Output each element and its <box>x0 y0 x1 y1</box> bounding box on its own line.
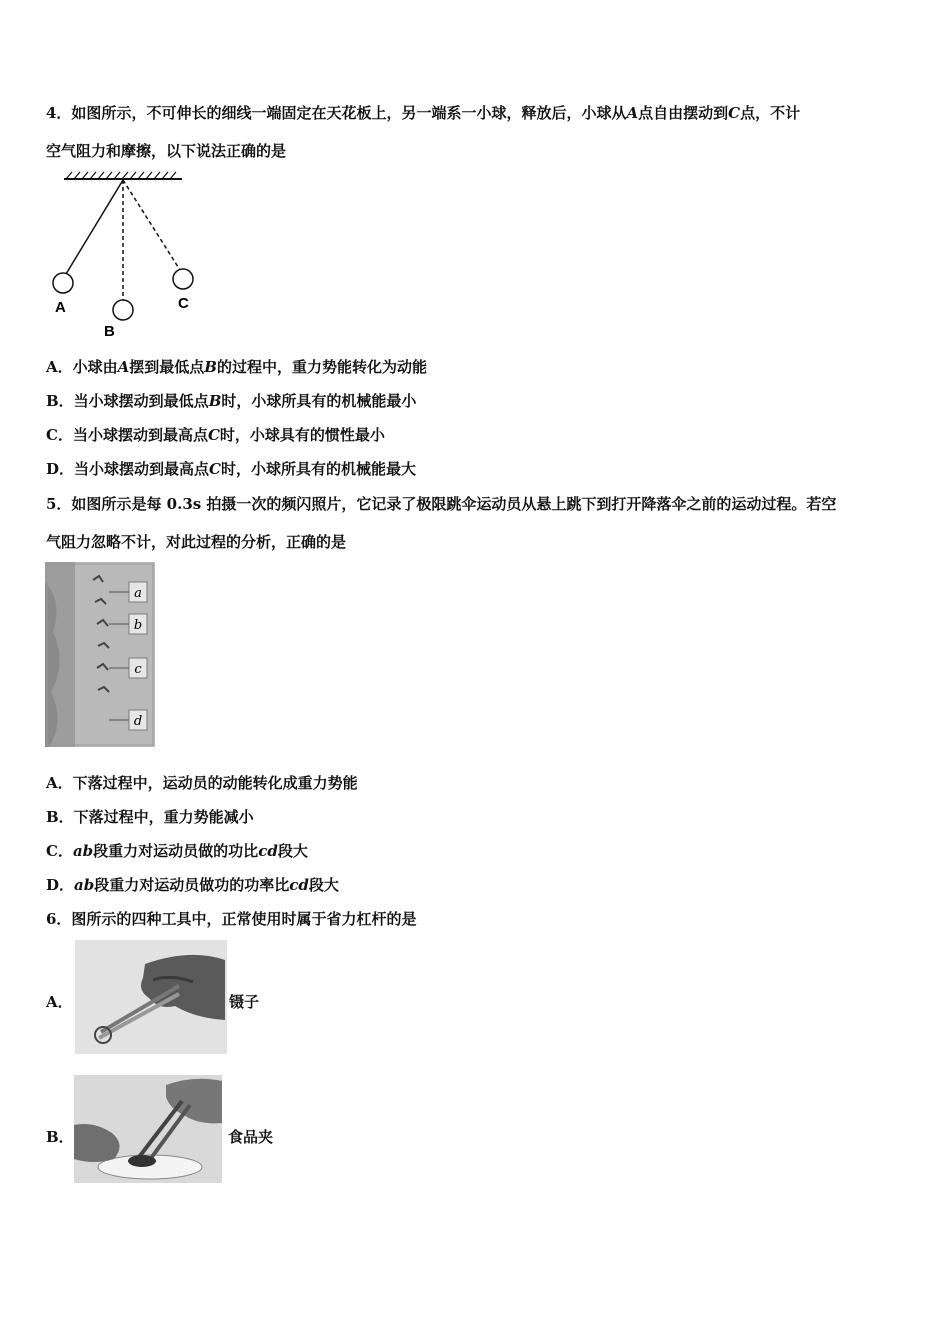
food-tongs-photo <box>74 1075 222 1183</box>
label-a: A <box>55 299 66 316</box>
q5-option-d: D．ab段重力对运动员做功的功率比cd段大 <box>46 876 339 894</box>
q6-option-b-caption: 食品夹 <box>228 1128 274 1146</box>
photo-label-b: b <box>133 618 143 633</box>
photo-label-d: d <box>133 714 143 729</box>
q5-stem-line1: 5．如图所示是每 0.3s 拍摄一次的频闪照片，它记录了极限跳伞运动员从悬上跳下到打开降落伞之前的运动过程。若空 <box>46 495 837 513</box>
q5-option-c: C．ab段重力对运动员做的功比cd段大 <box>46 842 308 860</box>
pendulum-figure <box>46 170 206 345</box>
ceiling-hatch <box>66 172 176 179</box>
string-a <box>66 180 123 274</box>
q6-option-a-caption: 镊子 <box>229 993 260 1011</box>
q4-option-a: A．小球由A摆到最低点B的过程中，重力势能转化为动能 <box>46 358 427 376</box>
ball-a <box>53 273 73 293</box>
q6-stem: 6．图所示的四种工具中，正常使用时属于省力杠杆的是 <box>46 910 417 928</box>
ball-c <box>173 269 193 289</box>
string-c <box>123 180 180 270</box>
q5-option-a: A．下落过程中，运动员的动能转化成重力势能 <box>46 774 358 792</box>
q6-option-a-letter: A． <box>46 993 73 1011</box>
q4-option-c: C．当小球摆动到最高点C时，小球具有的惯性最小 <box>46 426 385 444</box>
q4-stem-line2: 空气阻力和摩擦，以下说法正确的是 <box>46 142 287 160</box>
q4-stem-line1: 4．如图所示，不可伸长的细线一端固定在天花板上，另一端系一小球，释放后，小球从A点自由摆动到C点，不计 <box>46 104 801 122</box>
q6-option-b-letter: B． <box>46 1128 74 1146</box>
tweezers-photo <box>75 940 227 1054</box>
label-c: C <box>178 295 189 312</box>
skydiver-photo <box>45 562 155 747</box>
ball-b <box>113 300 133 320</box>
q5-stem-line2: 气阻力忽略不计，对此过程的分析，正确的是 <box>46 533 347 551</box>
q4-option-d: D．当小球摆动到最高点C时，小球所具有的机械能最大 <box>46 460 416 478</box>
label-b: B <box>104 323 115 340</box>
q4-option-b: B．当小球摆动到最低点B时，小球所具有的机械能最小 <box>46 392 417 410</box>
photo-label-a: a <box>134 586 142 601</box>
photo-label-c: c <box>134 662 142 677</box>
q5-option-b: B．下落过程中，重力势能减小 <box>46 808 254 826</box>
